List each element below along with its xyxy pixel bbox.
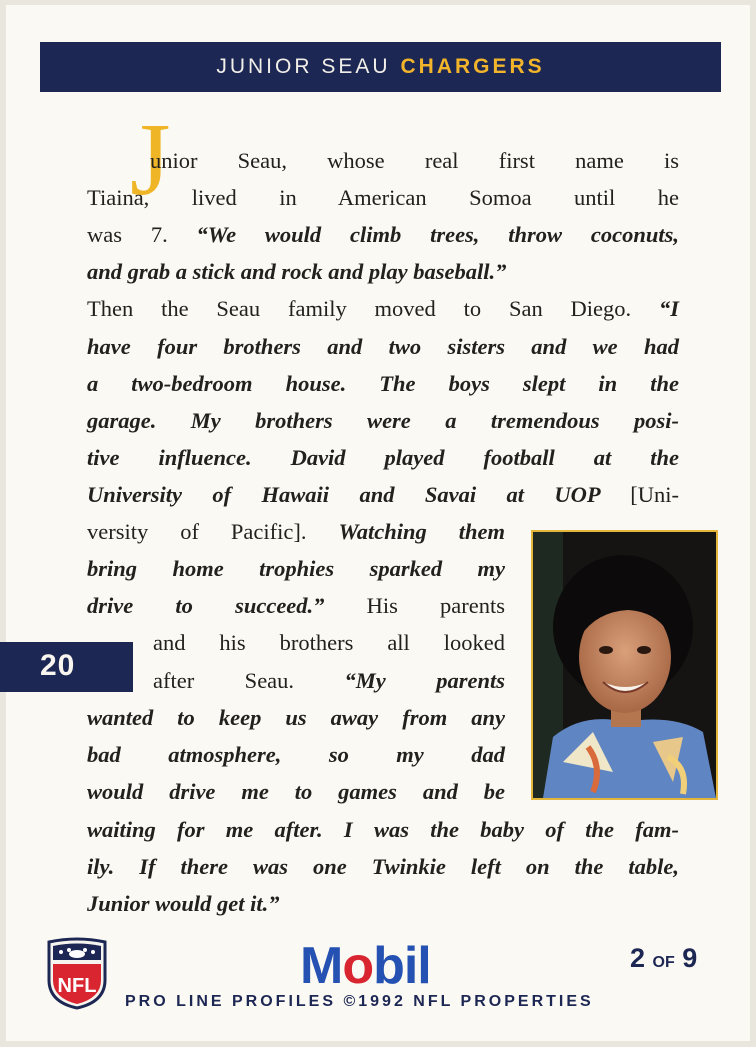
- series-of-label: OF: [652, 954, 675, 971]
- drop-cap: J: [130, 102, 171, 217]
- quote-text: University of Hawaii and Savai at UOP: [87, 482, 631, 507]
- bio-line: [150, 143, 679, 179]
- nfl-shield-logo: [45, 936, 109, 1010]
- quote-text: waiting for me after. I was the baby of the fam-: [87, 817, 679, 842]
- bio-line: [87, 774, 505, 810]
- bio-line: [87, 886, 679, 922]
- quote-text: ily. If there was one Twinkie left on the table,: [87, 854, 679, 879]
- quote-text: Watching them: [338, 519, 505, 544]
- narrative-text: and his brothers all looked: [153, 630, 505, 655]
- quote-text: and grab a stick and rock and play baseball.”: [87, 259, 507, 284]
- card-number-tab: [0, 642, 133, 692]
- narrative-text: unior Seau, whose real first name is: [150, 148, 679, 173]
- quote-text: wanted to keep us away from any: [87, 705, 505, 730]
- bio-line: [87, 588, 505, 624]
- quote-text: bad atmosphere, so my dad: [87, 742, 505, 767]
- bio-line: [87, 477, 679, 513]
- quote-text: “We would climb trees, throw coconuts,: [196, 222, 679, 247]
- bio-line: [87, 849, 679, 885]
- bio-line: [153, 625, 505, 661]
- team-name: CHARGERS: [400, 55, 545, 78]
- narrative-text: versity of Pacific].: [87, 519, 339, 544]
- quote-text: have four brothers and two sisters and we had: [87, 334, 679, 359]
- quote-text: Junior would get it.”: [87, 891, 280, 916]
- credits-line: PRO LINE PROFILES ©1992 NFL PROPERTIES: [125, 993, 594, 1010]
- quote-text: would drive me to games and be: [87, 779, 505, 804]
- mobil-logo: Mobil: [300, 937, 431, 995]
- series-total: 9: [682, 943, 698, 973]
- bio-line: [87, 551, 505, 587]
- narrative-text: [Uni-: [630, 482, 679, 507]
- nfl-badge-text: NFL: [57, 975, 97, 997]
- title-bar: [40, 42, 721, 92]
- bio-line: [153, 663, 505, 699]
- bio-line: [87, 812, 679, 848]
- narrative-text: His parents: [366, 593, 505, 618]
- narrative-text: after Seau.: [153, 668, 345, 693]
- bio-line: [87, 737, 505, 773]
- series-current: 2: [630, 943, 646, 973]
- bio-line: [87, 217, 679, 253]
- quote-text: tive influence. David played football at the: [87, 445, 679, 470]
- quote-text: drive to succeed.”: [87, 593, 367, 618]
- bio-line: [87, 254, 679, 290]
- narrative-text: was 7.: [87, 222, 197, 247]
- quote-text: garage. My brothers were a tremendous posi-: [87, 408, 679, 433]
- quote-text: a two-bedroom house. The boys slept in the: [87, 371, 679, 396]
- bio-line: [87, 440, 679, 476]
- bio-line: [87, 366, 679, 402]
- bio-line: [87, 700, 505, 736]
- quote-text: “My parents: [344, 668, 505, 693]
- narrative-text: Tiaina, lived in American Somoa until he: [87, 185, 679, 210]
- bio-line: [87, 514, 505, 550]
- portrait-icon: [533, 532, 716, 798]
- bio-line: [87, 180, 679, 216]
- card-number: 20: [40, 649, 76, 682]
- bio-line: [87, 329, 679, 365]
- narrative-text: Then the Seau family moved to San Diego.: [87, 296, 659, 321]
- quote-text: bring home trophies sparked my: [87, 556, 505, 581]
- bio-line: [87, 291, 679, 327]
- player-photo: [531, 530, 718, 800]
- player-name: JUNIOR SEAU: [216, 55, 391, 78]
- bio-line: [87, 403, 679, 439]
- quote-text: “I: [658, 296, 679, 321]
- series-count: [630, 943, 697, 974]
